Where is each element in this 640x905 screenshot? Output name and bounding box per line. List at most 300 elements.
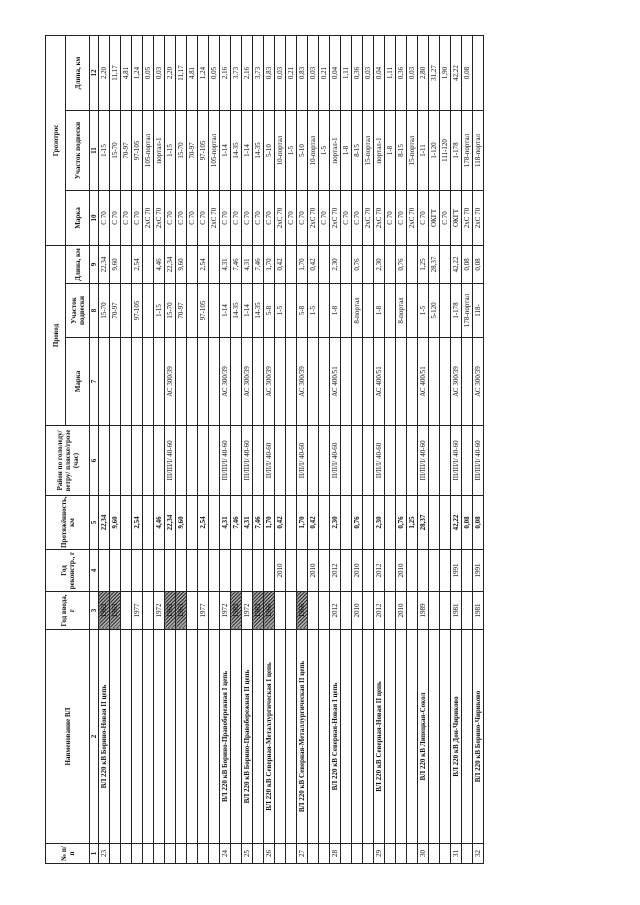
cell-num xyxy=(121,844,132,864)
cell-region xyxy=(143,426,154,496)
cell-year-rec xyxy=(407,550,418,592)
cell-wire-length xyxy=(121,246,132,284)
cell-gt-length: 0,03 xyxy=(407,35,418,110)
cell-year-in: 2010 xyxy=(352,592,363,630)
cell-gt-mark: 2хС 70 xyxy=(308,191,319,246)
cell-num: 30 xyxy=(418,844,429,864)
cell-wire-length: 1,70 xyxy=(264,246,275,284)
cell-wire-section: 1-15 xyxy=(154,284,165,338)
cell-wire-section xyxy=(209,284,220,338)
cell-gt-length: 42,22 xyxy=(451,35,462,110)
cell-year-in: 1966 xyxy=(297,592,308,630)
cell-region xyxy=(253,426,264,496)
header-length: Протяжённость, км xyxy=(46,496,90,550)
cell-wire-mark: АС 400/51 xyxy=(418,338,429,426)
cell-gt-length: 0,83 xyxy=(264,35,275,110)
col-number: 8 xyxy=(90,284,99,338)
cell-wire-mark: АС 300/39 xyxy=(451,338,462,426)
cell-region xyxy=(319,426,330,496)
cell-gt-section: 1-14 xyxy=(220,111,231,191)
cell-gt-length: 2,16 xyxy=(220,35,231,110)
cell-region xyxy=(308,426,319,496)
table-row xyxy=(132,35,143,863)
cell-gt-mark: С 70 xyxy=(319,191,330,246)
cell-year-in xyxy=(275,592,286,630)
cell-gt-mark: С 70 xyxy=(220,191,231,246)
cell-num xyxy=(110,844,121,864)
cell-wire-length: 0,08 xyxy=(462,246,473,284)
cell-gt-section: 1-11 xyxy=(418,111,429,191)
cell-num: 28 xyxy=(330,844,341,864)
cell-gt-mark: С 70 xyxy=(132,191,143,246)
cell-length: 1,25 xyxy=(407,496,418,550)
cell-wire-length xyxy=(286,246,297,284)
cell-length xyxy=(385,496,396,550)
cell-gt-section: 5-10 xyxy=(297,111,308,191)
cell-wire-length xyxy=(341,246,352,284)
cell-year-in xyxy=(462,592,473,630)
cell-wire-length: 2,54 xyxy=(132,246,143,284)
cell-length: 0,42 xyxy=(308,496,319,550)
cell-gt-section: 14-35 xyxy=(231,111,242,191)
cell-length xyxy=(429,496,440,550)
header-num: № п/п xyxy=(46,844,90,864)
table-row xyxy=(396,35,407,863)
header-gt-length: Длина, км xyxy=(66,35,90,110)
cell-wire-mark xyxy=(396,338,407,426)
table-row xyxy=(231,35,242,863)
cell-num xyxy=(154,844,165,864)
cell-gt-mark: С 70 xyxy=(418,191,429,246)
cell-region: II/II/I/ 40-60 xyxy=(374,426,385,496)
cell-gt-length: 4,81 xyxy=(121,35,132,110)
col-number: 12 xyxy=(90,35,99,110)
cell-gt-length: 4,81 xyxy=(187,35,198,110)
table-row xyxy=(143,35,154,863)
cell-region xyxy=(132,426,143,496)
cell-line-name: ВЛ 220 кВ Северная-Новая II цепь xyxy=(374,630,385,844)
cell-gt-length: 0,03 xyxy=(363,35,374,110)
cell-gt-section: 15-70 xyxy=(110,111,121,191)
cell-gt-section: 10-портал xyxy=(308,111,319,191)
cell-gt-length xyxy=(473,35,484,110)
cell-gt-section: 14-35 xyxy=(253,111,264,191)
cell-line-name xyxy=(286,630,297,844)
cell-num xyxy=(132,844,143,864)
table-row xyxy=(451,35,462,863)
header-year-rec: Год реконстр., г xyxy=(46,550,90,592)
cell-line-name: ВЛ 220 кВ Липецкая-Сокол xyxy=(418,630,429,844)
column-number-row xyxy=(90,35,99,863)
cell-year-in xyxy=(429,592,440,630)
cell-gt-mark: 2хС 70 xyxy=(275,191,286,246)
cell-wire-length: 2,30 xyxy=(374,246,385,284)
cell-year-rec xyxy=(242,550,253,592)
cell-num xyxy=(341,844,352,864)
cell-year-in: 2012 xyxy=(374,592,385,630)
cell-line-name: ВЛ 220 кВ Борино-Правобережная II цепь xyxy=(242,630,253,844)
cell-gt-length: 1,24 xyxy=(132,35,143,110)
cell-year-rec xyxy=(154,550,165,592)
cell-num xyxy=(429,844,440,864)
table-row xyxy=(297,35,308,863)
cell-num xyxy=(319,844,330,864)
cell-num xyxy=(363,844,374,864)
cell-gt-section: 1-15 xyxy=(165,111,176,191)
cell-line-name xyxy=(132,630,143,844)
cell-region xyxy=(176,426,187,496)
cell-wire-section: 1-178 xyxy=(451,284,462,338)
cell-line-name xyxy=(176,630,187,844)
cell-year-in xyxy=(121,592,132,630)
cell-year-rec: 2010 xyxy=(352,550,363,592)
cell-wire-section xyxy=(341,284,352,338)
cell-num xyxy=(231,844,242,864)
cell-wire-section xyxy=(385,284,396,338)
cell-wire-mark: АС 300/39 xyxy=(297,338,308,426)
cell-gt-length: 0,36 xyxy=(396,35,407,110)
cell-wire-length: 4,46 xyxy=(154,246,165,284)
cell-year-in: 1962 xyxy=(165,592,176,630)
cell-length: 9,60 xyxy=(110,496,121,550)
cell-wire-section: 118- xyxy=(473,284,484,338)
table-row xyxy=(286,35,297,863)
cell-gt-mark: С 70 xyxy=(187,191,198,246)
cell-length: 7,46 xyxy=(231,496,242,550)
cell-length xyxy=(143,496,154,550)
cell-wire-mark xyxy=(187,338,198,426)
cell-wire-mark xyxy=(132,338,143,426)
cell-region: III/III/I/ 40-60 xyxy=(220,426,231,496)
cell-wire-length: 28,37 xyxy=(429,246,440,284)
table-row xyxy=(176,35,187,863)
cell-gt-length: 0,21 xyxy=(286,35,297,110)
cell-gt-mark: С 70 xyxy=(385,191,396,246)
cell-wire-section: 70-97 xyxy=(110,284,121,338)
cell-year-in xyxy=(319,592,330,630)
cell-num: 23 xyxy=(99,844,110,864)
cell-gt-section: 15-портал xyxy=(407,111,418,191)
table-row xyxy=(99,35,110,863)
cell-region xyxy=(341,426,352,496)
cell-num xyxy=(286,844,297,864)
cell-line-name: ВЛ 220 кВ Северная-Металлургическая II цепь xyxy=(297,630,308,844)
cell-region xyxy=(462,426,473,496)
cell-length: 4,46 xyxy=(154,496,165,550)
cell-length: 0,08 xyxy=(473,496,484,550)
cell-wire-length xyxy=(440,246,451,284)
col-number: 7 xyxy=(90,338,99,426)
cell-year-rec: 2010 xyxy=(275,550,286,592)
cell-num xyxy=(352,844,363,864)
cell-wire-mark xyxy=(110,338,121,426)
header-wire-section: Участок подвески xyxy=(66,284,90,338)
cell-wire-mark xyxy=(198,338,209,426)
cell-year-in xyxy=(385,592,396,630)
table-row xyxy=(209,35,220,863)
cell-line-name xyxy=(429,630,440,844)
cell-year-in xyxy=(341,592,352,630)
col-number: 3 xyxy=(90,592,99,630)
cell-year-rec xyxy=(297,550,308,592)
cell-line-name: ВЛ 220 кВ Борино-Правобережная I цепь xyxy=(220,630,231,844)
cell-num xyxy=(462,844,473,864)
cell-line-name xyxy=(462,630,473,844)
cell-gt-section: 10-портал xyxy=(275,111,286,191)
cell-region: II/II/I/ 40-60 xyxy=(330,426,341,496)
cell-gt-mark: С 70 xyxy=(176,191,187,246)
cell-line-name xyxy=(231,630,242,844)
table-row xyxy=(440,35,451,863)
cell-line-name xyxy=(253,630,264,844)
header-region: Район по гололеду/ветру/ пляске/грозе (час) xyxy=(46,426,90,496)
header-gt-section: Участок подвески xyxy=(66,111,90,191)
cell-num: 27 xyxy=(297,844,308,864)
cell-year-rec xyxy=(286,550,297,592)
cell-gt-length: 0,83 xyxy=(297,35,308,110)
table-row xyxy=(198,35,209,863)
cell-year-in: 1962 xyxy=(99,592,110,630)
table-row xyxy=(165,35,176,863)
header-wire-group: Провод xyxy=(46,246,66,426)
cell-wire-mark xyxy=(209,338,220,426)
cell-gt-length: 3,73 xyxy=(231,35,242,110)
cell-year-rec xyxy=(165,550,176,592)
cell-num xyxy=(187,844,198,864)
cell-year-rec xyxy=(418,550,429,592)
cell-gt-mark: 2хС 70 xyxy=(363,191,374,246)
cell-gt-mark: ОКГТ xyxy=(429,191,440,246)
cell-wire-length: 1,25 xyxy=(418,246,429,284)
cell-year-rec: 1991 xyxy=(451,550,462,592)
cell-year-in: 1982 xyxy=(253,592,264,630)
cell-gt-section: 118-портал xyxy=(473,111,484,191)
cell-num xyxy=(385,844,396,864)
cell-gt-length: 11,17 xyxy=(176,35,187,110)
cell-num xyxy=(253,844,264,864)
cell-wire-mark xyxy=(154,338,165,426)
table-row xyxy=(319,35,330,863)
cell-gt-length: 0,04 xyxy=(374,35,385,110)
cell-length: 22,34 xyxy=(165,496,176,550)
cell-line-name xyxy=(363,630,374,844)
cell-year-in: 1972 xyxy=(242,592,253,630)
cell-num: 25 xyxy=(242,844,253,864)
cell-year-in xyxy=(308,592,319,630)
cell-gt-section: портал-1 xyxy=(374,111,385,191)
table-row xyxy=(407,35,418,863)
cell-gt-length: 2,20 xyxy=(165,35,176,110)
rotated-table-page xyxy=(45,36,615,864)
col-number: 5 xyxy=(90,496,99,550)
cell-length xyxy=(121,496,132,550)
cell-gt-mark: ОКГТ xyxy=(451,191,462,246)
cell-year-rec xyxy=(264,550,275,592)
cell-wire-section: 1-14 xyxy=(220,284,231,338)
cell-wire-section xyxy=(440,284,451,338)
cell-year-in: 1963 xyxy=(176,592,187,630)
cell-line-name xyxy=(407,630,418,844)
cell-length xyxy=(341,496,352,550)
cell-wire-length: 0,42 xyxy=(308,246,319,284)
cell-length: 4,31 xyxy=(242,496,253,550)
cell-num: 31 xyxy=(451,844,462,864)
cell-gt-section: 97-105 xyxy=(198,111,209,191)
cell-year-in: 1963 xyxy=(110,592,121,630)
cell-wire-section: 15-70 xyxy=(99,284,110,338)
cell-line-name xyxy=(308,630,319,844)
cell-wire-mark xyxy=(407,338,418,426)
cell-wire-length: 2,54 xyxy=(198,246,209,284)
col-number: 4 xyxy=(90,550,99,592)
cell-wire-length: 22,34 xyxy=(165,246,176,284)
cell-wire-length xyxy=(209,246,220,284)
cell-year-rec xyxy=(198,550,209,592)
cell-region xyxy=(154,426,165,496)
cell-year-in: 2012 xyxy=(330,592,341,630)
table-row xyxy=(363,35,374,863)
col-number: 1 xyxy=(90,844,99,864)
power-lines-table xyxy=(45,35,484,864)
cell-region xyxy=(407,426,418,496)
cell-gt-section: 1-14 xyxy=(242,111,253,191)
cell-gt-mark: С 70 xyxy=(99,191,110,246)
cell-wire-mark xyxy=(341,338,352,426)
col-number: 10 xyxy=(90,191,99,246)
cell-wire-mark: АС 400/51 xyxy=(374,338,385,426)
cell-gt-section: 97-105 xyxy=(132,111,143,191)
cell-line-name xyxy=(440,630,451,844)
cell-gt-mark: С 70 xyxy=(297,191,308,246)
cell-length: 2,54 xyxy=(198,496,209,550)
cell-wire-mark xyxy=(121,338,132,426)
cell-wire-length: 4,31 xyxy=(242,246,253,284)
cell-gt-mark: 2хС 70 xyxy=(462,191,473,246)
table-row xyxy=(242,35,253,863)
cell-gt-mark: С 70 xyxy=(253,191,264,246)
cell-wire-mark xyxy=(176,338,187,426)
cell-region: III/III/I/ 40-60 xyxy=(451,426,462,496)
cell-gt-mark: С 70 xyxy=(396,191,407,246)
cell-gt-length: 3,73 xyxy=(253,35,264,110)
cell-year-rec xyxy=(440,550,451,592)
cell-wire-length: 2,30 xyxy=(330,246,341,284)
table-body xyxy=(99,35,484,863)
cell-region: II/II/I/ 40-60 xyxy=(297,426,308,496)
cell-num xyxy=(165,844,176,864)
cell-gt-section: 8-15 xyxy=(396,111,407,191)
table-row xyxy=(385,35,396,863)
cell-year-rec xyxy=(319,550,330,592)
cell-gt-mark: С 70 xyxy=(198,191,209,246)
table-row xyxy=(253,35,264,863)
cell-wire-section: 14-35 xyxy=(253,284,264,338)
cell-line-name: ВЛ 220 кВ Дон-Чириково xyxy=(451,630,462,844)
cell-wire-section xyxy=(363,284,374,338)
cell-year-rec: 2010 xyxy=(308,550,319,592)
header-groundwire-group: Грозотрос xyxy=(46,35,66,245)
cell-num xyxy=(440,844,451,864)
cell-gt-mark: С 70 xyxy=(121,191,132,246)
cell-length xyxy=(286,496,297,550)
cell-gt-mark: С 70 xyxy=(286,191,297,246)
cell-year-rec xyxy=(143,550,154,592)
cell-num: 24 xyxy=(220,844,231,864)
cell-year-rec xyxy=(187,550,198,592)
cell-wire-length: 1,70 xyxy=(297,246,308,284)
cell-num xyxy=(407,844,418,864)
cell-wire-section: 70-97 xyxy=(176,284,187,338)
cell-gt-length: 0,03 xyxy=(308,35,319,110)
cell-wire-length xyxy=(187,246,198,284)
cell-year-in xyxy=(363,592,374,630)
cell-length: 2,30 xyxy=(374,496,385,550)
cell-region xyxy=(209,426,220,496)
table-row xyxy=(220,35,231,863)
cell-line-name xyxy=(396,630,407,844)
table-row xyxy=(154,35,165,863)
cell-wire-section xyxy=(407,284,418,338)
header-gt-mark: Марка xyxy=(66,191,90,246)
cell-region xyxy=(275,426,286,496)
cell-gt-section: портал-1 xyxy=(154,111,165,191)
cell-wire-length: 0,76 xyxy=(396,246,407,284)
cell-gt-length: 31,27 xyxy=(429,35,440,110)
cell-wire-mark xyxy=(286,338,297,426)
cell-wire-section: 1-8 xyxy=(374,284,385,338)
cell-gt-section: 1-8 xyxy=(341,111,352,191)
cell-year-rec xyxy=(121,550,132,592)
col-number: 2 xyxy=(90,630,99,844)
cell-gt-length: 0,04 xyxy=(330,35,341,110)
cell-year-rec xyxy=(429,550,440,592)
cell-length: 0,08 xyxy=(462,496,473,550)
cell-gt-mark: С 70 xyxy=(110,191,121,246)
cell-wire-length: 0,08 xyxy=(473,246,484,284)
cell-year-rec xyxy=(176,550,187,592)
cell-length xyxy=(187,496,198,550)
cell-region xyxy=(231,426,242,496)
cell-line-name xyxy=(198,630,209,844)
cell-line-name xyxy=(143,630,154,844)
cell-year-rec xyxy=(209,550,220,592)
cell-gt-section: 70-97 xyxy=(121,111,132,191)
cell-region xyxy=(198,426,209,496)
cell-length: 0,76 xyxy=(352,496,363,550)
cell-wire-section: 5-8 xyxy=(297,284,308,338)
cell-gt-mark: С 70 xyxy=(242,191,253,246)
cell-region: III/III/I/ 40-60 xyxy=(418,426,429,496)
cell-gt-section: 105-портал xyxy=(209,111,220,191)
cell-wire-length xyxy=(319,246,330,284)
cell-length: 9,60 xyxy=(176,496,187,550)
cell-gt-section: 1-178 xyxy=(451,111,462,191)
cell-year-in: 1989 xyxy=(418,592,429,630)
cell-num xyxy=(275,844,286,864)
cell-wire-length: 22,34 xyxy=(99,246,110,284)
table-row xyxy=(308,35,319,863)
cell-region: III/III/I/ 40-60 xyxy=(242,426,253,496)
cell-gt-section: 178-портал xyxy=(462,111,473,191)
cell-gt-length: 1,24 xyxy=(198,35,209,110)
cell-gt-section: 111-120 xyxy=(440,111,451,191)
cell-gt-length: 0,05 xyxy=(209,35,220,110)
cell-year-in: 1982 xyxy=(231,592,242,630)
cell-region xyxy=(440,426,451,496)
cell-num xyxy=(143,844,154,864)
cell-year-rec: 2010 xyxy=(396,550,407,592)
cell-gt-length: 0,03 xyxy=(275,35,286,110)
